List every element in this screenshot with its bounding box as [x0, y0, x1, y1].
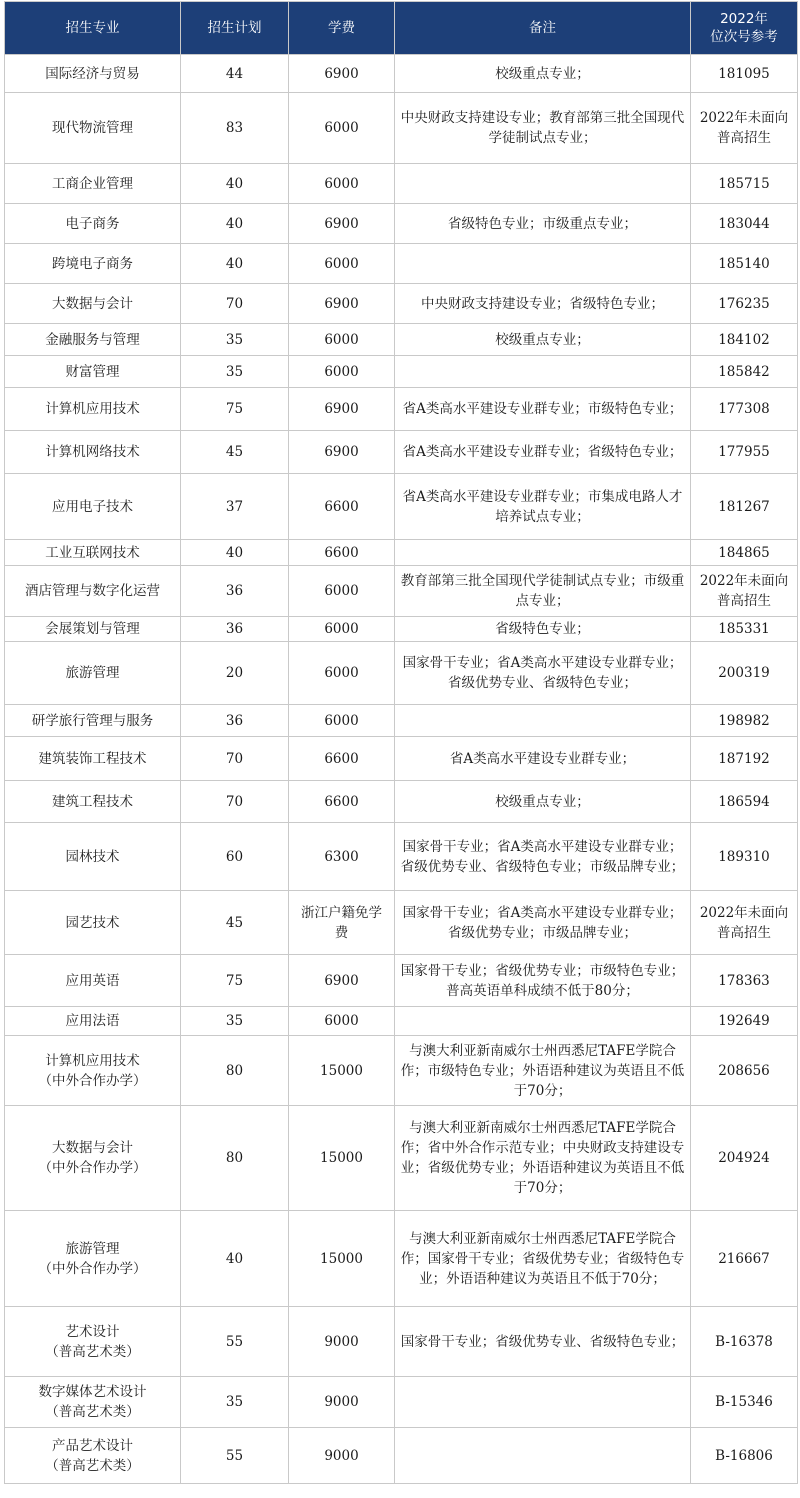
major-cell: 计算机应用技术	[5, 388, 181, 431]
note-cell: 中央财政支持建设专业；教育部第三批全国现代学徒制试点专业；	[395, 93, 691, 164]
rank-cell: 198982	[691, 705, 798, 737]
fee-cell: 6000	[289, 617, 395, 642]
note-cell: 教育部第三批全国现代学徒制试点专业；市级重点专业；	[395, 566, 691, 617]
table-row	[5, 1007, 798, 1036]
major-cell: 跨境电子商务	[5, 244, 181, 284]
note-cell: 省级特色专业；市级重点专业；	[395, 204, 691, 244]
fee-cell: 15000	[289, 1211, 395, 1307]
plan-cell: 83	[181, 93, 289, 164]
note-cell: 与澳大利亚新南威尔士州西悉尼TAFE学院合作；省中外合作示范专业；中央财政支持建设专业；省级优势专业；外语语种建议为英语且不低于70分；	[395, 1106, 691, 1211]
table-row	[5, 1106, 798, 1211]
plan-cell: 37	[181, 474, 289, 540]
table-row	[5, 1307, 798, 1377]
fee-cell: 6000	[289, 324, 395, 356]
fee-cell: 6000	[289, 1007, 395, 1036]
major-cell: 国际经济与贸易	[5, 55, 181, 93]
rank-cell: 185715	[691, 164, 798, 204]
major-cell: 园艺技术	[5, 891, 181, 955]
plan-cell: 55	[181, 1307, 289, 1377]
table-row	[5, 737, 798, 781]
note-cell: 国家骨干专业；省级优势专业；市级特色专业；普高英语单科成绩不低于80分；	[395, 955, 691, 1007]
table-row	[5, 356, 798, 388]
rank-cell: 178363	[691, 955, 798, 1007]
major-cell: 数字媒体艺术设计 （普高艺术类）	[5, 1377, 181, 1428]
major-cell: 研学旅行管理与服务	[5, 705, 181, 737]
major-cell: 财富管理	[5, 356, 181, 388]
plan-cell: 35	[181, 356, 289, 388]
note-cell: 国家骨干专业；省级优势专业、省级特色专业；	[395, 1307, 691, 1377]
fee-cell: 6000	[289, 566, 395, 617]
plan-cell: 80	[181, 1106, 289, 1211]
major-cell: 应用法语	[5, 1007, 181, 1036]
major-cell: 会展策划与管理	[5, 617, 181, 642]
table-row	[5, 284, 798, 324]
plan-cell: 40	[181, 1211, 289, 1307]
plan-cell: 36	[181, 566, 289, 617]
note-cell: 省A类高水平建设专业群专业；省级特色专业；	[395, 431, 691, 474]
table-row	[5, 244, 798, 284]
plan-cell: 40	[181, 244, 289, 284]
note-cell	[395, 1428, 691, 1484]
table-header	[5, 2, 798, 55]
table-row	[5, 431, 798, 474]
major-cell: 金融服务与管理	[5, 324, 181, 356]
major-cell: 建筑装饰工程技术	[5, 737, 181, 781]
table-row	[5, 705, 798, 737]
plan-cell: 40	[181, 540, 289, 566]
major-cell: 大数据与会计 （中外合作办学）	[5, 1106, 181, 1211]
rank-cell: B-16806	[691, 1428, 798, 1484]
fee-cell: 6900	[289, 388, 395, 431]
major-cell: 电子商务	[5, 204, 181, 244]
table-row	[5, 1211, 798, 1307]
header-fee: 学费	[289, 2, 395, 55]
rank-cell: 183044	[691, 204, 798, 244]
plan-cell: 40	[181, 164, 289, 204]
major-cell: 现代物流管理	[5, 93, 181, 164]
table-row	[5, 955, 798, 1007]
rank-cell: 2022年未面向 普高招生	[691, 566, 798, 617]
fee-cell: 6900	[289, 955, 395, 1007]
note-cell: 国家骨干专业；省A类高水平建设专业群专业；省级优势专业、省级特色专业；市级品牌专业；	[395, 823, 691, 891]
header-rank: 2022年 位次号参考	[691, 2, 798, 55]
header-row	[5, 2, 798, 55]
table-row	[5, 1036, 798, 1106]
rank-cell: 192649	[691, 1007, 798, 1036]
fee-cell: 9000	[289, 1307, 395, 1377]
note-cell: 省A类高水平建设专业群专业；	[395, 737, 691, 781]
fee-cell: 6000	[289, 356, 395, 388]
major-cell: 园林技术	[5, 823, 181, 891]
note-cell	[395, 356, 691, 388]
major-cell: 酒店管理与数字化运营	[5, 566, 181, 617]
rank-cell: 204924	[691, 1106, 798, 1211]
major-cell: 工业互联网技术	[5, 540, 181, 566]
header-plan: 招生计划	[181, 2, 289, 55]
rank-cell: 2022年未面向 普高招生	[691, 93, 798, 164]
plan-cell: 70	[181, 781, 289, 823]
major-cell: 计算机应用技术 （中外合作办学）	[5, 1036, 181, 1106]
rank-cell: 185331	[691, 617, 798, 642]
note-cell: 中央财政支持建设专业；省级特色专业；	[395, 284, 691, 324]
rank-cell: 185140	[691, 244, 798, 284]
plan-cell: 20	[181, 642, 289, 705]
fee-cell: 浙江户籍免学 费	[289, 891, 395, 955]
note-cell: 校级重点专业；	[395, 781, 691, 823]
admission-plan-table	[4, 1, 798, 1484]
note-cell: 校级重点专业；	[395, 324, 691, 356]
plan-cell: 35	[181, 324, 289, 356]
plan-cell: 36	[181, 705, 289, 737]
table-row	[5, 324, 798, 356]
header-note: 备注	[395, 2, 691, 55]
major-cell: 工商企业管理	[5, 164, 181, 204]
major-cell: 旅游管理	[5, 642, 181, 705]
plan-cell: 75	[181, 955, 289, 1007]
table-row	[5, 617, 798, 642]
rank-cell: 184865	[691, 540, 798, 566]
plan-cell: 55	[181, 1428, 289, 1484]
fee-cell: 6600	[289, 540, 395, 566]
fee-cell: 15000	[289, 1036, 395, 1106]
note-cell: 省级特色专业；	[395, 617, 691, 642]
rank-cell: B-15346	[691, 1377, 798, 1428]
table-row	[5, 566, 798, 617]
fee-cell: 15000	[289, 1106, 395, 1211]
plan-cell: 60	[181, 823, 289, 891]
table-body	[5, 55, 798, 1484]
plan-cell: 75	[181, 388, 289, 431]
fee-cell: 6000	[289, 705, 395, 737]
rank-cell: 181095	[691, 55, 798, 93]
rank-cell: 177308	[691, 388, 798, 431]
table-row	[5, 540, 798, 566]
fee-cell: 6600	[289, 474, 395, 540]
rank-cell: B-16378	[691, 1307, 798, 1377]
table-row	[5, 823, 798, 891]
fee-cell: 6600	[289, 781, 395, 823]
fee-cell: 6900	[289, 55, 395, 93]
note-cell: 与澳大利亚新南威尔士州西悉尼TAFE学院合作；市级特色专业；外语语种建议为英语且不低于70分；	[395, 1036, 691, 1106]
table-row	[5, 474, 798, 540]
fee-cell: 6000	[289, 642, 395, 705]
note-cell	[395, 1377, 691, 1428]
note-cell: 国家骨干专业；省A类高水平建设专业群专业；省级优势专业；市级品牌专业；	[395, 891, 691, 955]
plan-cell: 45	[181, 891, 289, 955]
table-row	[5, 93, 798, 164]
rank-cell: 177955	[691, 431, 798, 474]
major-cell: 旅游管理 （中外合作办学）	[5, 1211, 181, 1307]
note-cell: 校级重点专业；	[395, 55, 691, 93]
note-cell	[395, 705, 691, 737]
fee-cell: 6000	[289, 164, 395, 204]
fee-cell: 6000	[289, 93, 395, 164]
note-cell	[395, 1007, 691, 1036]
plan-cell: 45	[181, 431, 289, 474]
major-cell: 大数据与会计	[5, 284, 181, 324]
plan-cell: 44	[181, 55, 289, 93]
major-cell: 艺术设计 （普高艺术类）	[5, 1307, 181, 1377]
table-row	[5, 1377, 798, 1428]
major-cell: 计算机网络技术	[5, 431, 181, 474]
table-row	[5, 55, 798, 93]
plan-cell: 40	[181, 204, 289, 244]
rank-cell: 189310	[691, 823, 798, 891]
rank-cell: 184102	[691, 324, 798, 356]
header-major: 招生专业	[5, 2, 181, 55]
table-row	[5, 388, 798, 431]
fee-cell: 6600	[289, 737, 395, 781]
plan-cell: 80	[181, 1036, 289, 1106]
fee-cell: 6000	[289, 244, 395, 284]
major-cell: 应用电子技术	[5, 474, 181, 540]
fee-cell: 6900	[289, 204, 395, 244]
plan-cell: 35	[181, 1007, 289, 1036]
fee-cell: 6900	[289, 284, 395, 324]
rank-cell: 2022年未面向 普高招生	[691, 891, 798, 955]
rank-cell: 200319	[691, 642, 798, 705]
table-row	[5, 204, 798, 244]
table-row	[5, 891, 798, 955]
table-row	[5, 642, 798, 705]
fee-cell: 9000	[289, 1428, 395, 1484]
fee-cell: 9000	[289, 1377, 395, 1428]
rank-cell: 187192	[691, 737, 798, 781]
note-cell: 国家骨干专业；省A类高水平建设专业群专业；省级优势专业、省级特色专业；	[395, 642, 691, 705]
note-cell	[395, 164, 691, 204]
rank-cell: 176235	[691, 284, 798, 324]
rank-cell: 216667	[691, 1211, 798, 1307]
major-cell: 产品艺术设计 （普高艺术类）	[5, 1428, 181, 1484]
rank-cell: 181267	[691, 474, 798, 540]
table-row	[5, 1428, 798, 1484]
plan-cell: 70	[181, 284, 289, 324]
plan-cell: 36	[181, 617, 289, 642]
major-cell: 建筑工程技术	[5, 781, 181, 823]
rank-cell: 186594	[691, 781, 798, 823]
plan-cell: 35	[181, 1377, 289, 1428]
note-cell	[395, 244, 691, 284]
note-cell: 与澳大利亚新南威尔士州西悉尼TAFE学院合作；国家骨干专业；省级优势专业；省级特色专业；外语语种建议为英语且不低于70分；	[395, 1211, 691, 1307]
table-row	[5, 164, 798, 204]
note-cell: 省A类高水平建设专业群专业；市集成电路人才培养试点专业；	[395, 474, 691, 540]
rank-cell: 208656	[691, 1036, 798, 1106]
table-row	[5, 781, 798, 823]
plan-cell: 70	[181, 737, 289, 781]
note-cell	[395, 540, 691, 566]
fee-cell: 6300	[289, 823, 395, 891]
note-cell: 省A类高水平建设专业群专业；市级特色专业；	[395, 388, 691, 431]
rank-cell: 185842	[691, 356, 798, 388]
major-cell: 应用英语	[5, 955, 181, 1007]
fee-cell: 6900	[289, 431, 395, 474]
